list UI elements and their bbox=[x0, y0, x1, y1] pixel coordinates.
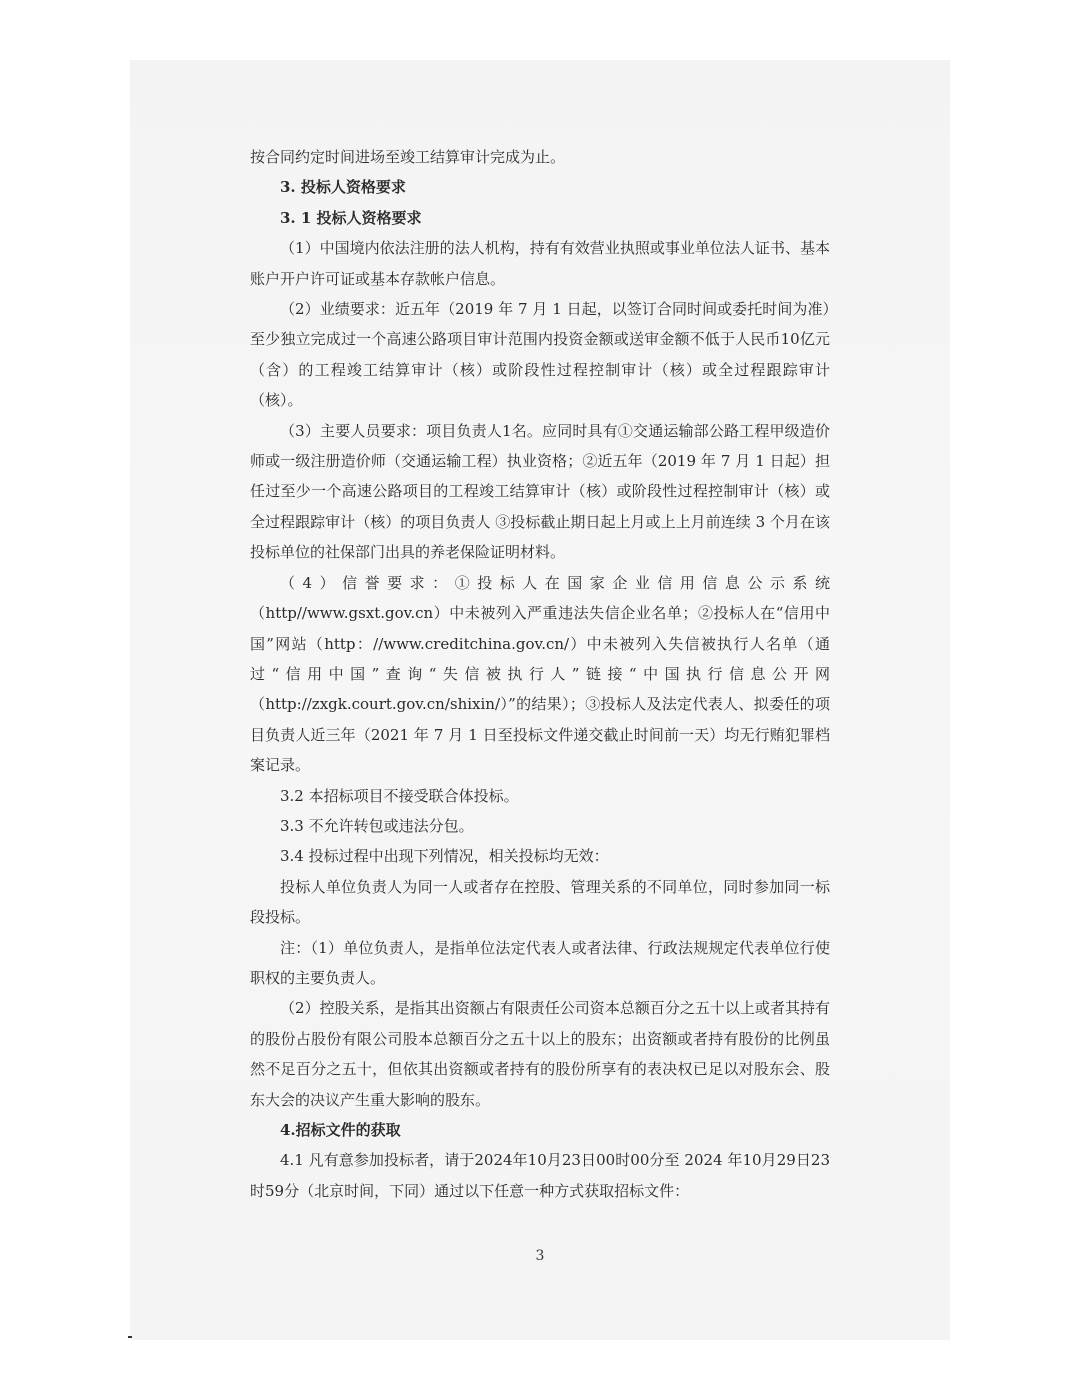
paragraph: 3.2 本招标项目不接受联合体投标。 bbox=[280, 786, 519, 805]
paragraph: （2）控股关系，是指其出资额占有限责任公司资本总额百分之五十以上或者其持有的股份占股份有限公司股本总额百分之五十以上的股东；出资额或者持有股份的比例虽然不足百分之五十，但依其出资额或者持有的股份所享有的表决权已足以对股东会、股东大会的决议产生重大影响的股东。 bbox=[250, 999, 830, 1109]
paragraph: 3.4 投标过程中出现下列情况，相关投标均无效： bbox=[280, 847, 609, 866]
page-number: 3 bbox=[535, 1248, 545, 1264]
paragraph: （3）主要人员要求：项目负责人1名。应同时具有①交通运输部公路工程甲级造价师或一级注册造价师（交通运输工程）执业资格；②近五年（2019 年 7 月 1 日起）担任过至少一个高速公路项目的工程竣工结算审计（核）或阶段性过程控制审计（核）或全过程跟踪审计（核）的项目负责人 ③投标截止期日起上月或上上月前连续 3 个月在该投标单位的社保部门出具的养老保险证明材料。 bbox=[250, 421, 830, 562]
paragraph: 注：（1）单位负责人，是指单位法定代表人或者法律、行政法规规定代表单位行使职权的主要负责人。 bbox=[250, 938, 830, 987]
paragraph: 投标人单位负责人为同一人或者存在控股、管理关系的不同单位，同时参加同一标段投标。 bbox=[250, 877, 830, 927]
paragraph: 按合同约定时间进场至竣工结算审计完成为止。 bbox=[250, 148, 566, 166]
paragraph: 4.1 凡有意参加投标者，请于2024年10月23日00时00分至 2024 年10月29日23时59分（北京时间，下同）通过以下任意一种方式获取招标文件： bbox=[250, 1151, 830, 1200]
paragraph: （4）信誉要求：①投标人在国家企业信用信息公示系统（http//www.gsxt.gov.cn）中未被列入严重违法失信企业名单；②投标人在“信用中国”网站（http：//www.creditchina.gov.cn/）中未被列入失信被执行人名单（通过“信用中国”查询“失信被执行人”链接“中国执行信息公开网（http://zxgk.court.gov.cn/shixin/）”的结果）；③投标人及法定代表人、拟委任的项目负责人近三年（2021 年 7 月 1 日至投标文件递交截止时间前一天）均无行贿犯罪档案记录。 bbox=[250, 573, 830, 775]
paragraph: 3.3 不允许转包或违法分包。 bbox=[280, 816, 474, 835]
scan-mark bbox=[128, 1336, 132, 1338]
paragraph: （2）业绩要求：近五年（2019 年 7 月 1 日起，以签订合同时间或委托时间为准）至少独立完成过一个高速公路项目审计范围内投资金额或送审金额不低于人民币10亿元（含）的工程竣工结算审计（核）或阶段性过程控制审计（核）或全过程跟踪审计（核）。 bbox=[250, 300, 830, 410]
section-heading: 3. 投标人资格要求 bbox=[280, 178, 406, 197]
section-heading: 4.招标文件的获取 bbox=[280, 1121, 401, 1139]
paragraph: （1）中国境内依法注册的法人机构，持有有效营业执照或事业单位法人证书、基本账户开户许可证或基本存款帐户信息。 bbox=[250, 239, 830, 288]
section-heading: 3. 1 投标人资格要求 bbox=[280, 208, 422, 227]
document-body bbox=[250, 142, 830, 1206]
